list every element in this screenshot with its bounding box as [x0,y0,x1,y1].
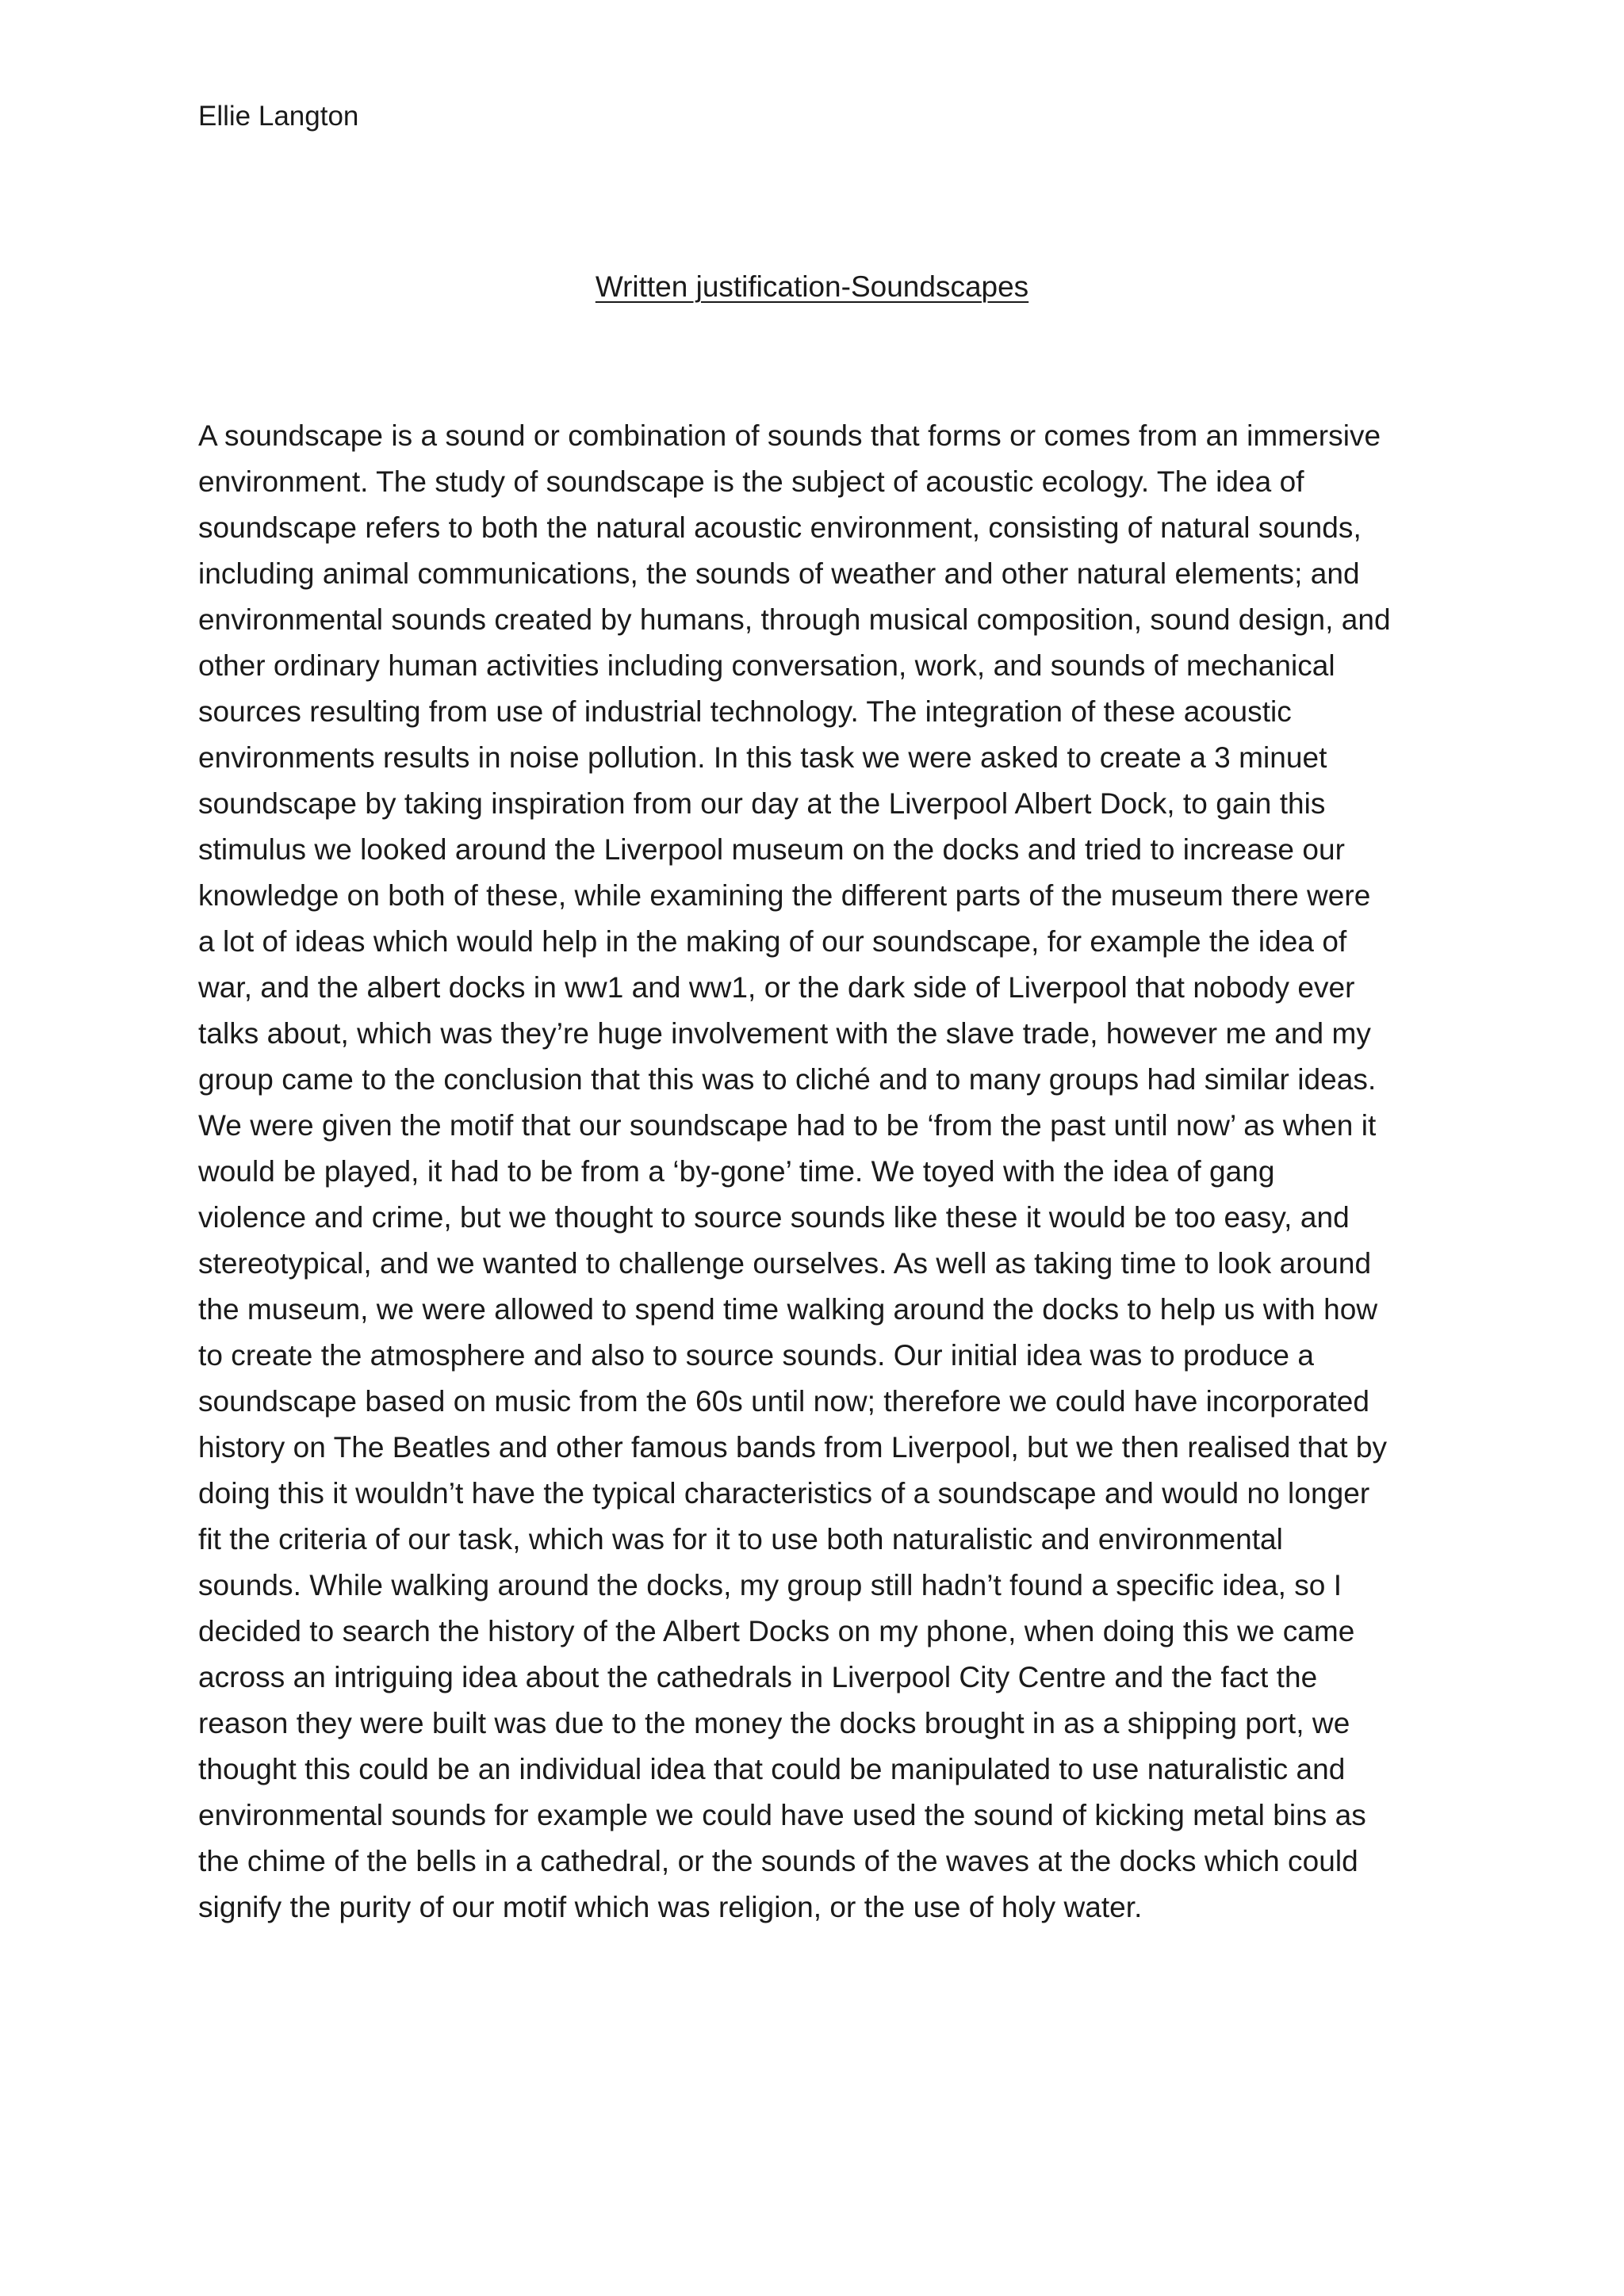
body-line: We were given the motif that our soundscape had to be ‘from the past until now’ as when it [198,1109,1377,1142]
body-line: environmental sounds created by humans, through musical composition, sound design, and [198,603,1391,636]
body-line: A soundscape is a sound or combination of sounds that forms or comes from an immersive [198,419,1381,452]
body-line: history on The Beatles and other famous bands from Liverpool, but we then realised that by [198,1431,1388,1464]
body-line: environmental sounds for example we could have used the sound of kicking metal bins as [198,1799,1366,1831]
document-title [0,267,1624,307]
body-line: group came to the conclusion that this was to cliché and to many groups had similar ideas. [198,1063,1377,1096]
body-line: would be played, it had to be from a ‘by-gone’ time. We toyed with the idea of gang [198,1155,1275,1188]
body-line: reason they were built was due to the money the docks brought in as a shipping port, we [198,1707,1350,1739]
body-line: across an intriguing idea about the cathedrals in Liverpool City Centre and the fact the [198,1661,1318,1693]
body-line: doing this it wouldn’t have the typical characteristics of a soundscape and would no longer [198,1477,1370,1510]
body-line: sounds. While walking around the docks, my group still hadn’t found a specific idea, so I [198,1569,1342,1601]
body-line: the museum, we were allowed to spend time walking around the docks to help us with how [198,1293,1378,1326]
body-line: sources resulting from use of industrial technology. The integration of these acoustic [198,695,1292,728]
body-line: fit the criteria of our task, which was for it to use both naturalistic and environmental [198,1523,1283,1556]
author-name: Ellie Langton [198,101,359,132]
body-line: soundscape refers to both the natural acoustic environment, consisting of natural sounds, [198,511,1362,544]
document-title-text: Written justification-Soundscapes [595,270,1029,303]
body-line: stimulus we looked around the Liverpool museum on the docks and tried to increase our [198,833,1346,866]
body-line: the chime of the bells in a cathedral, or the sounds of the waves at the docks which could [198,1845,1358,1877]
body-line: soundscape by taking inspiration from our day at the Liverpool Albert Dock, to gain this [198,787,1326,820]
body-line: to create the atmosphere and also to source sounds. Our initial idea was to produce a [198,1339,1314,1372]
body-line: other ordinary human activities including conversation, work, and sounds of mechanical [198,649,1335,682]
body-line: decided to search the history of the Albert Docks on my phone, when doing this we came [198,1615,1355,1647]
body-line: thought this could be an individual idea that could be manipulated to use naturalistic and [198,1753,1346,1785]
body-line: environment. The study of soundscape is the subject of acoustic ecology. The idea of [198,465,1304,498]
body-paragraph [198,413,1435,1931]
body-line: violence and crime, but we thought to source sounds like these it would be too easy, and [198,1201,1350,1234]
body-line: environments results in noise pollution. In this task we were asked to create a 3 minuet [198,741,1327,774]
body-line: soundscape based on music from the 60s until now; therefore we could have incorporated [198,1385,1369,1418]
body-line: talks about, which was they’re huge involvement with the slave trade, however me and my [198,1017,1371,1050]
body-line: signify the purity of our motif which was religion, or the use of holy water. [198,1891,1143,1923]
body-line: knowledge on both of these, while examining the different parts of the museum there were [198,879,1371,912]
body-line: stereotypical, and we wanted to challenge ourselves. As well as taking time to look around [198,1247,1372,1280]
body-line: including animal communications, the sounds of weather and other natural elements; and [198,557,1360,590]
body-line: war, and the albert docks in ww1 and ww1, or the dark side of Liverpool that nobody ever [198,971,1355,1004]
body-line: a lot of ideas which would help in the making of our soundscape, for example the idea of [198,925,1347,958]
